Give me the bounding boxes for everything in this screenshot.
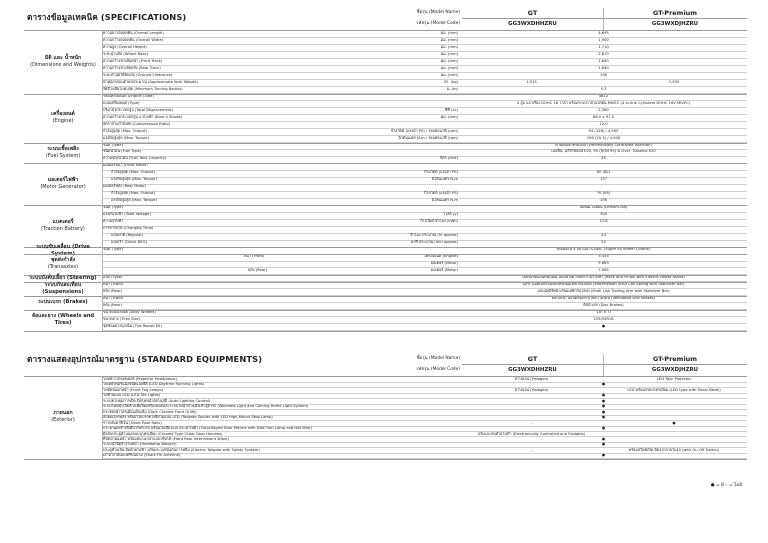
- spec-label: หน้า (Front): [103, 281, 124, 286]
- spec-row: [103, 303, 746, 308]
- spec-category-th: ชุดส่งกำลัง: [50, 257, 76, 264]
- gtp-name: GT-Premium: [652, 9, 698, 17]
- spec-value: 13.8: [599, 219, 608, 224]
- spec-category-th: ระบบกันสะเทือน (Suspensions): [42, 281, 84, 295]
- category-divider: [24, 296, 747, 297]
- spec-value: 70 (95): [596, 191, 611, 196]
- spec-label: ความจุถังน้ำมัน (Fuel Tank Capacity): [103, 156, 167, 161]
- spec-category-en: (Transaxles): [47, 264, 79, 271]
- spec-label: ความกว้างตลอดคัน (Overall Width): [103, 37, 164, 42]
- spec-label: หลัง (Rear): [103, 302, 122, 307]
- spec-row: [103, 198, 746, 203]
- equip-label: ไฟตัดหมอกหน้า (Front Fog Lamps): [103, 387, 164, 392]
- category-divider: [24, 275, 747, 276]
- spec-row: [103, 45, 746, 50]
- spec-unit: มม. (mm): [440, 114, 458, 119]
- spec-unit: [351, 101, 461, 106]
- spec-value: 1,640: [598, 65, 609, 70]
- spec-row: [103, 261, 746, 266]
- spec-category: [24, 275, 102, 282]
- spec-category-th: แบตเตอรี่: [52, 219, 74, 226]
- equip-label: ระบบน้ำฉีดล้างไฟหน้า (Headlamp Washer): [103, 442, 177, 447]
- spec-unit: กก. (kg): [443, 79, 458, 84]
- spec-row: [103, 289, 746, 294]
- equip-category-th: ภายนอก: [53, 410, 73, 416]
- spec-unit: ลิตร (litre): [440, 156, 458, 161]
- spec-value: 199 (20.3) / 4,500: [586, 135, 621, 140]
- spec-value: 1,710: [598, 44, 609, 49]
- equip-col-divider: [603, 354, 604, 376]
- spec-label: แรงบิดสูงสุด (Max. Torque): [103, 135, 149, 140]
- spec-value: 1,900: [598, 37, 609, 42]
- spec-label: อัตราส่วนกำลังอัด (Compression Ratio): [103, 121, 171, 126]
- spec-label: หลัง (Rear): [103, 288, 122, 293]
- equip-value: ●: [601, 436, 606, 441]
- spec-row: [103, 191, 746, 196]
- spec-category-th: ระบบบังคับเลี้ยว (Steering): [29, 274, 97, 281]
- model-code-label: รหัสรุ่น (Model Code): [416, 21, 460, 26]
- equip-category-exterior: [24, 376, 102, 458]
- spec-header-line: [462, 18, 747, 19]
- spec-category-th: เครื่องยนต์: [51, 111, 75, 118]
- spec-category-th: มิติ และ น้ำหนัก: [44, 55, 82, 62]
- equip-label: ไฟเดย์ไทม์รันนิ่งชนิดแอลอีดี (LED Daytime Running Lights): [103, 382, 205, 387]
- spec-value: ดิสก์เบรก แบบมีช่องระบายความร้อน (Ventilated Disc Brakes): [551, 295, 656, 300]
- spec-value: อิสระ แมคเฟอร์สันสตรัทพร้อมเหล็กกันโคลง (MacPherson Strut Coil Spring with Stabilizer Bar): [522, 281, 685, 286]
- spec-label: แรงบิดสูงสุด (Max. Torque): [111, 198, 157, 203]
- spec-label: กำลังสูงสุด (Max. Output): [111, 170, 155, 175]
- spec-category: [24, 296, 102, 310]
- spec-value: 1,640: [598, 58, 609, 63]
- spec-unit: มม. (mm): [440, 37, 458, 42]
- spec-value: 18" x 7J: [596, 309, 611, 314]
- category-divider: [24, 310, 747, 311]
- spec-value-gtp: 1,930: [668, 79, 680, 84]
- spec-row: [103, 149, 746, 154]
- equip-value: ●: [601, 382, 606, 387]
- spec-unit: นาที ประมาณ (min approx): [410, 240, 458, 245]
- spec-label: ระยะต่ำสุดใต้ท้องรถ (Ground Clearance): [103, 72, 173, 77]
- spec-category-th: ล้อและยาง (Wheels and Tires): [31, 313, 95, 327]
- equip-value: ●: [601, 404, 606, 409]
- spec-label: ขนาดยาง (Tires Size): [103, 316, 141, 321]
- spec-unit: กิโลวัตต์-ชั่วโมง (kWh): [420, 219, 458, 224]
- spec-value: 25: [601, 240, 606, 245]
- spec-label: กำลังสูงสุด (Max. Output): [111, 191, 155, 196]
- spec-value: 12.0: [599, 121, 608, 126]
- category-divider: [24, 163, 747, 164]
- spec-row: [103, 87, 746, 92]
- spec-category: [24, 282, 102, 296]
- spec-label: รหัสเครื่องยนต์ (Engine Code): [103, 93, 154, 98]
- spec-value: 190: [599, 72, 608, 77]
- spec-row: [103, 177, 746, 182]
- spec-col-divider: [603, 8, 604, 30]
- transaxle-rear-label: หลัง (Rear): [248, 267, 267, 272]
- spec-row: [103, 317, 746, 322]
- spec-value: 4 สูบ แถวเรียง DOHC 16 วาล์ว พร้อมระบบวาล์วแปรผัน MIVEC (4 In-line Cylinders DOHC 16V MIVEC): [516, 100, 691, 105]
- spec-unit: มอเตอร์ (Motor): [430, 261, 458, 265]
- equip-gt-code: GG3WXDHHZRU: [508, 367, 557, 373]
- category-divider: [24, 94, 747, 95]
- spec-category: [24, 243, 102, 257]
- spec-unit: มม. (mm): [440, 44, 458, 49]
- spec-row: [103, 233, 746, 238]
- equip-value: ●: [601, 398, 606, 403]
- equip-value: ●: [601, 409, 606, 414]
- spec-category: [24, 163, 102, 205]
- spec-label: ชนิด (Type): [103, 205, 123, 210]
- category-divider: [24, 282, 747, 283]
- equip-model-name-label: ชื่อรุ่น (Model Name): [416, 356, 460, 361]
- equip-label: สปอยเลอร์หลัง พร้อมไฟเบรกดวงที่สามแบบ LED (Tailgate Spoiler with LED High-Mount Stop Lamp): [103, 415, 273, 420]
- spec-unit: [351, 149, 461, 154]
- spec-row: [103, 108, 746, 113]
- equip-category-column-line: [102, 377, 103, 459]
- spec-value: 45: [601, 156, 606, 161]
- spec-value: ขับเคลื่อน 4 ล้อ แบบ S-AWC (Super All Wheel Control): [556, 247, 651, 252]
- spec-label: ระยะฐานล้อ (Wheel Base): [103, 51, 148, 56]
- spec-label: แบบ (Type): [103, 274, 123, 279]
- spec-label: แบบปกติ (Regular): [111, 233, 144, 238]
- legend-note: ● = มี – = ไม่มี: [710, 483, 742, 488]
- spec-label: ความกว้างช่วงล้อหลัง (Rear Track): [103, 65, 161, 70]
- spec-category: [24, 143, 102, 164]
- equip-label: ที่ปัดน้ำฝนหน้า พร้อมหน่วงเวลาแบบปรับได้ (Front Rear Intermittent Wiper): [103, 436, 230, 441]
- spec-row: [103, 38, 746, 43]
- spec-value: 2,870: [598, 51, 609, 56]
- spec-label: ความกว้างกระบอกสูบ x ช่วงชัก (Bore x Stroke): [103, 114, 183, 119]
- spec-value: 3.425: [598, 254, 609, 259]
- spec-value: 137: [599, 177, 608, 182]
- equip-value: ●: [601, 453, 606, 458]
- equip-label: ประตูท้ายเปิด-ปิดด้วยไฟฟ้า พร้อมระบบป้องกันการหนีบ (Electric Tailgate with Safety System): [103, 447, 260, 452]
- spec-unit: มม. (mm): [440, 72, 458, 77]
- spec-row: [103, 226, 746, 231]
- category-column-line: [102, 31, 103, 331]
- equip-label: ไฟหน้าโปรเจคเตอร์ (Projector Headlamps): [103, 377, 177, 381]
- spec-label: มอเตอร์หน้า (Front Motor): [103, 163, 148, 168]
- equip-value-gt: –: [530, 420, 533, 425]
- spec-value: 4,695: [598, 31, 609, 35]
- spec-label: หน้า (Front): [103, 295, 124, 300]
- spec-value: 7.065: [598, 267, 609, 272]
- equip-value: ●: [601, 393, 606, 398]
- spec-unit: นิวตันเมตร N-m: [431, 198, 458, 203]
- spec-unit: มม. (mm): [440, 65, 458, 70]
- spec-label: มอเตอร์หลัง (Rear Motor): [103, 184, 147, 189]
- spec-value: ●: [601, 323, 606, 328]
- equip-label: มือจับประตูด้านนอกแบบโครเมี่ยม (Chrome Type Outer Door Handles): [103, 431, 223, 436]
- spec-label: ความจุไฟฟ้า: [103, 219, 124, 224]
- equip-label: ไฟท้ายแบบ LED (LED Tail Lights): [103, 393, 161, 398]
- spec-unit: ซีซี (cc): [444, 107, 458, 112]
- spec-row: [103, 80, 746, 85]
- spec-unit: มอเตอร์ (Motor): [430, 267, 458, 272]
- equip-label: กระจังหน้าโครเมี่ยมเงินเข้ม (Dark Chrome Front Grille): [103, 409, 197, 414]
- spec-label: ชุดซ่อมยางฉุกเฉิน (Tire Repair Kit): [103, 323, 163, 328]
- gt-name: GT: [527, 9, 538, 17]
- equip-label: ราวหลังคาสีเงิน (Silver Roof Rails): [103, 420, 162, 425]
- spec-category-th: ระบบขับเคลื่อน (Drive System): [36, 243, 90, 257]
- spec-row: [103, 66, 746, 71]
- equip-label: กระจกมองข้างสีเดียวกับตัวรถ พร้อมไฟเลี้ยวและกระจกไม่ฝ้า (Color-Keyed Door Mirrors with Side Turn Lamp and Hot Wire): [103, 426, 312, 431]
- spec-label: ความยาวตลอดคัน (Overall Length): [103, 31, 164, 35]
- spec-unit: นิวตันเมตร N-m / รอบต่อนาที (rpm): [398, 135, 458, 140]
- spec-value: 9.663: [598, 261, 609, 265]
- equip-header-line: [462, 364, 747, 365]
- spec-label: ชนิด (Type): [103, 247, 123, 252]
- spec-label: ความสูง (Overall Height): [103, 44, 147, 49]
- spec-row: [103, 129, 746, 134]
- spec-row: [103, 101, 746, 106]
- category-divider: [24, 205, 747, 206]
- spec-row: [103, 212, 746, 217]
- equip-model-code-label: รหัสรุ่น (Model Code): [416, 367, 460, 372]
- spec-row: [103, 122, 746, 127]
- spec-value: ลิเทียม-ไอออน (Lithium-ion): [579, 205, 628, 210]
- spec-category-en: (Fuel System): [45, 152, 81, 159]
- equip-value-gt: ฮาโลเจน (Halogen): [514, 377, 549, 381]
- spec-category: [24, 205, 102, 247]
- spec-value: แบบมัลติลิงค์ พร้อมเหล็กกันโคลง (Multi Link Trailing Arm with Stabilizer Bar): [537, 288, 670, 293]
- spec-value: 4.5: [600, 233, 607, 238]
- spec-unit: มม. (mm): [440, 58, 458, 63]
- spec-value: 2,360: [598, 107, 609, 112]
- category-divider: [24, 331, 747, 332]
- spec-value: เบนซิน, แก๊สโซฮอล์ E20, 95 (RON 95) & Over, Gasohol E20: [551, 149, 656, 154]
- spec-category-en: (Traction Battery): [41, 226, 85, 233]
- spec-unit: มม. (mm): [440, 31, 458, 35]
- spec-unit: นิวตันเมตร N-m: [431, 177, 458, 182]
- spec-value: 94 (128) / 4,500: [588, 128, 619, 133]
- spec-row: [103, 156, 746, 161]
- spec-label: [103, 261, 351, 266]
- spec-unit: [351, 289, 461, 294]
- spec-value: หัวฉีดอิเล็กทรอนิกส์ (Electronically Controlled Injection): [555, 142, 652, 147]
- spec-label: แบบเครื่องยนต์ (Type): [103, 100, 140, 105]
- spec-label: ความกว้างช่วงล้อหน้า (Front Track): [103, 58, 163, 63]
- transaxle-front-label: หน้า (Front): [244, 254, 265, 259]
- spec-value: [461, 184, 746, 189]
- spec-unit: [351, 184, 461, 189]
- spec-category: [24, 310, 102, 331]
- spec-label: แรงบิดสูงสุด (Max. Torque): [111, 177, 157, 182]
- spec-unit: [351, 226, 461, 231]
- model-name-label: ชื่อรุ่น (Model Name): [416, 10, 460, 15]
- spec-category: [24, 254, 102, 275]
- spec-label: รัศมีวงเลี้ยวแคบสุด (Minimum Turning Radius): [103, 86, 183, 91]
- specs-title: ตารางข้อมูลเทคนิค (SPECIFICATIONS): [27, 12, 187, 22]
- equip-label: ระบบไฟหน้าเปิดค้างเมื่อปิดเครื่องยนต์และระบบไฟนำทางเมื่อเข้าสู่ตัวรถ (Welcome Light and Coming Home Light System): [103, 404, 309, 409]
- spec-category: [24, 94, 102, 143]
- spec-category-th: ระบบเบรก (Brakes): [38, 299, 88, 306]
- equip-value-gtp: ●: [672, 420, 676, 425]
- spec-row: [103, 136, 746, 141]
- spec-value: 300: [599, 212, 608, 217]
- spec-value: เฟืองแร็คแอนด์พิเนียน แบบพวงมาลัยเพาเวอร์ไฟฟ้า (Rack and Pinion with Electric Power Assist): [522, 274, 685, 279]
- spec-label: กำลังสูงสุด (Max. Output): [103, 128, 147, 133]
- equip-value: ●: [601, 415, 606, 420]
- spec-unit: [351, 122, 461, 127]
- spec-unit: กิโลวัตต์ (แรงม้า PS) / รอบต่อนาที (rpm): [390, 128, 458, 133]
- spec-row: [103, 115, 746, 120]
- spec-unit: กิโลวัตต์ (แรงม้า PS): [424, 191, 458, 196]
- spec-label: แรงดันไฟฟ้า (Total Voltage): [103, 212, 151, 217]
- equip-label: ระบบควบคุมการเปิด-ปิดไฟหน้าอัตโนมัติ (Auto Lighting Control): [103, 398, 211, 403]
- category-divider: [24, 143, 747, 144]
- spec-value: ดิสก์เบรก (Disc Brakes): [583, 302, 624, 307]
- spec-value-gt: 1,915: [526, 79, 537, 84]
- spec-label: การชาร์จไฟ (Charging Time): [103, 226, 154, 231]
- spec-unit: โวลต์ (v): [443, 212, 458, 217]
- equip-value-gt: ปรับและพับด้วยไฟฟ้า (Electronically Controlled and Foldable): [477, 431, 586, 436]
- spec-row: [103, 73, 746, 78]
- equip-value-gtp: LED Twin Projector: [657, 377, 691, 381]
- spec-category-en: (Engine): [52, 118, 74, 125]
- spec-row: [103, 268, 746, 273]
- spec-label: น้ำหนักรถยนต์โดยประมาณ (Approximate Kerb Weight): [103, 79, 198, 84]
- gt-code: GG3WXDHHZRU: [508, 21, 557, 27]
- spec-row: [103, 240, 746, 245]
- spec-unit: [351, 303, 461, 308]
- equip-gt-name: GT: [527, 355, 538, 363]
- equip-value: ●: [601, 442, 606, 447]
- spec-value: [461, 226, 746, 231]
- spec-category-en: (Dimensions and Weights): [30, 62, 96, 69]
- spec-row: [103, 184, 746, 189]
- spec-value: 88.0 x 97.0: [593, 114, 614, 119]
- spec-row: [103, 219, 746, 224]
- spec-value: 5.3: [600, 86, 607, 91]
- spec-label: ขนาดล้ออัลลอย (Alloy Wheels): [103, 309, 156, 314]
- spec-category: [24, 31, 102, 94]
- spec-label: แบบเร็ว (Quick 80%): [111, 240, 148, 245]
- gtp-code: GG3WXDJHZRU: [651, 21, 699, 27]
- equip-value-gtp: พร้อมสวิตช์เปิด-ปิดจากภายในรถ (with On-Off Switch): [628, 447, 720, 452]
- spec-label: ชนิดน้ำมัน (Fuel Type): [103, 149, 142, 154]
- spec-unit: กิโลวัตต์ (แรงม้า PS): [424, 170, 458, 175]
- spec-unit: [351, 324, 461, 329]
- spec-category-en: (Motor Generator): [40, 184, 86, 191]
- spec-unit: ชั่วโมง ประมาณ (hr approx): [410, 233, 458, 238]
- category-divider: [24, 247, 747, 248]
- equip-label: เสาอากาศแบบครีบฉลาม (Shark Fin Antenna): [103, 453, 181, 458]
- spec-value: 225/55R18: [593, 316, 614, 321]
- spec-value: 195: [599, 198, 608, 203]
- spec-unit: มม. (mm): [440, 51, 458, 56]
- spec-row: [103, 52, 746, 57]
- spec-unit: [351, 317, 461, 322]
- spec-value: 60 (82): [596, 170, 611, 175]
- equip-table-bottom: [24, 459, 747, 460]
- spec-row: [103, 324, 746, 329]
- category-divider: [24, 254, 747, 255]
- equip-title: ตารางแสดงอุปกรณ์มาตรฐาน (STANDARD EQUIPMENTS): [27, 354, 263, 364]
- spec-row: [103, 59, 746, 64]
- equip-value-gt: –: [530, 447, 533, 452]
- spec-label: ปริมาตรกระบอกสูบ (Total Displacement): [103, 107, 173, 112]
- spec-unit: เครื่องยนต์ (Engine): [424, 254, 458, 259]
- spec-value: 4B12: [598, 93, 609, 98]
- spec-label: ชนิด (Type): [103, 142, 123, 147]
- equip-gtp-name: GT-Premium: [652, 355, 698, 363]
- equip-category-en: (Exterior): [51, 417, 75, 423]
- equip-value: ●: [601, 426, 606, 431]
- spec-category-th: ระบบเชื้อเพลิง: [47, 145, 79, 152]
- equip-value-gtp: LED พร้อมกรอบโครเมี่ยม (LED type with Silver Bezel): [627, 387, 721, 392]
- spec-row: [103, 170, 746, 175]
- spec-label: [103, 268, 351, 273]
- equip-gtp-code: GG3WXDJHZRU: [651, 367, 699, 373]
- spec-row: [103, 31, 746, 36]
- spec-unit: ม. (m): [446, 86, 458, 91]
- spec-category-th: มอเตอร์ไฟฟ้า: [47, 177, 79, 184]
- equip-value-gt: ฮาโลเจน (Halogen): [514, 387, 549, 392]
